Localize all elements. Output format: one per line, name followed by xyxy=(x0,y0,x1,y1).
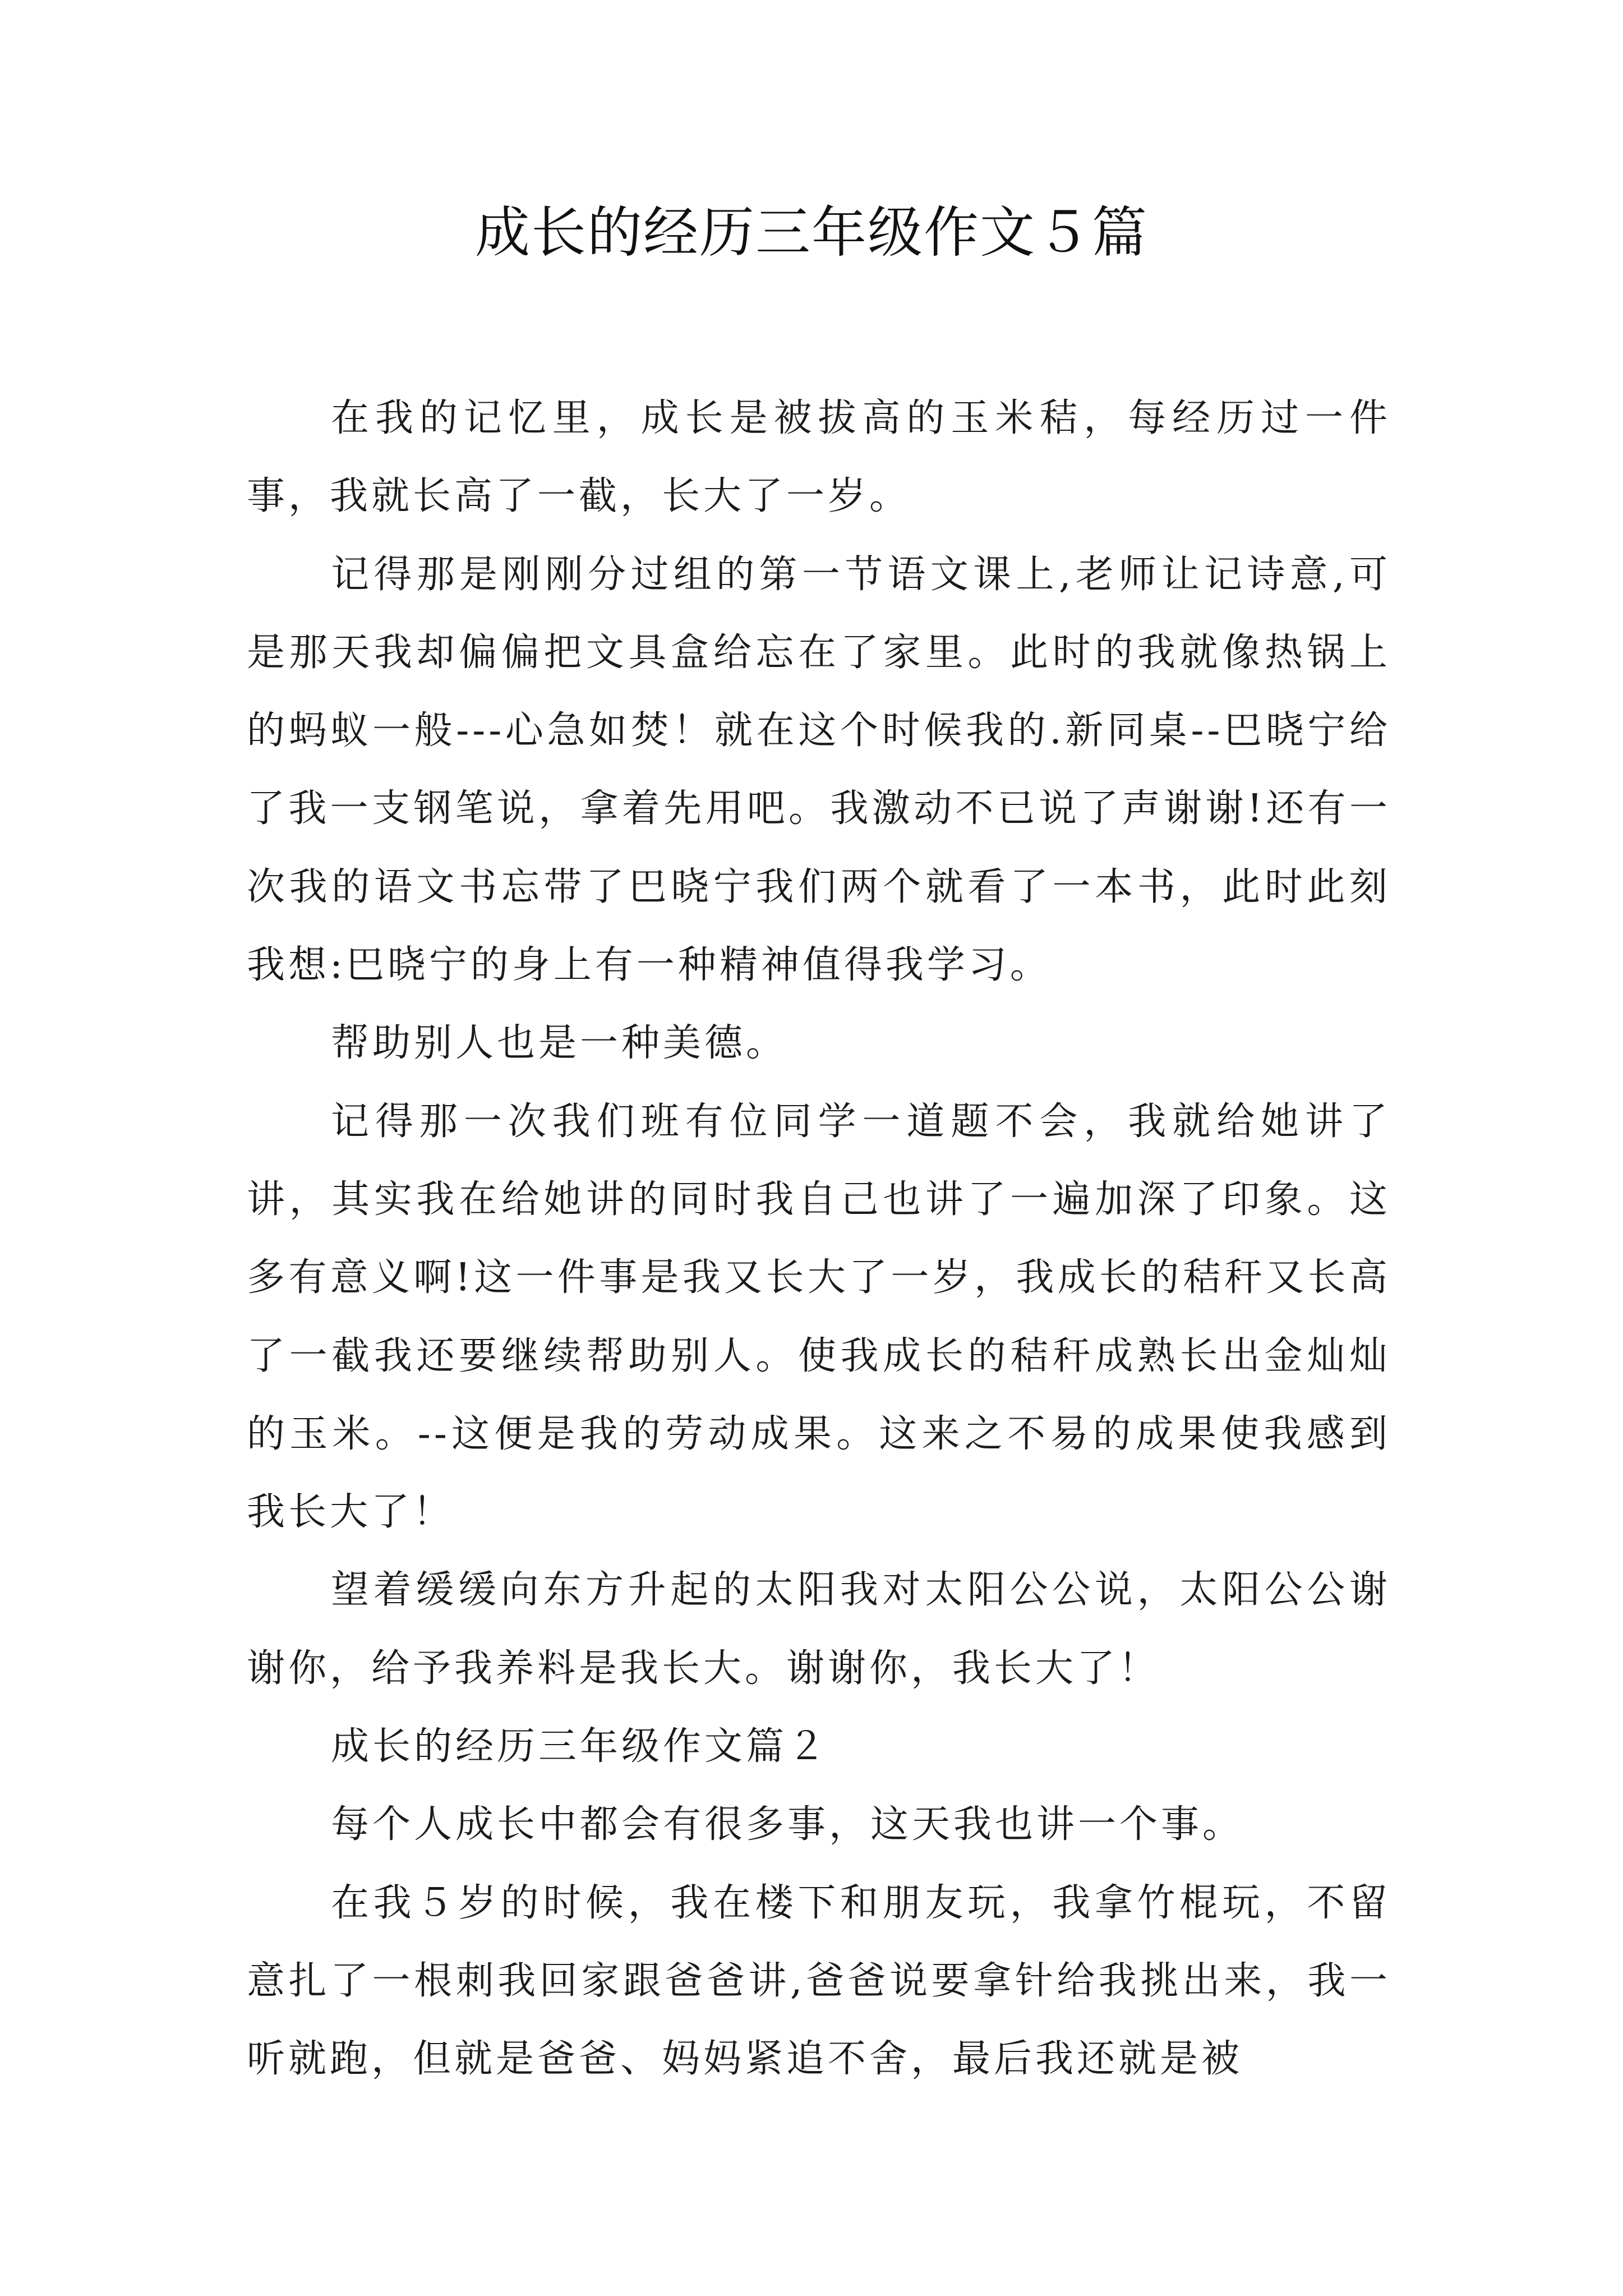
paragraph: 望着缓缓向东方升起的太阳我对太阳公公说，太阳公公谢谢你，给予我养料是我长大。谢谢你，我长大了！ xyxy=(247,1568,1391,1691)
paragraph: 记得那是刚刚分过组的第一节语文课上,老师让记诗意,可是那天我却偏偏把文具盒给忘在了家里。此时的我就像热锅上的蚂蚁一般---心急如焚！就在这个时候我的.新同桌--巴晓宁给了我一支钢笔说，拿着先用吧。我激动不已说了声谢谢!还有一次我的语文书忘带了巴晓宁我们两个就看了一本书，此时此刻我想:巴晓宁的身上有一种精神值得我学习。 xyxy=(247,552,1391,988)
paragraph: 在我的记忆里，成长是被拔高的玉米秸，每经历过一件事，我就长高了一截，长大了一岁。 xyxy=(247,396,1391,519)
paragraph: 记得那一次我们班有位同学一道题不会，我就给她讲了讲，其实我在给她讲的同时我自己也讲了一遍加深了印象。这多有意义啊!这一件事是我又长大了一岁，我成长的秸秆又长高了一截我还要继续帮助别人。使我成长的秸秆成熟长出金灿灿的玉米。--这便是我的劳动成果。这来之不易的成果使我感到我长大了！ xyxy=(247,1099,1391,1535)
document-body xyxy=(247,379,1391,2099)
paragraph: 每个人成长中都会有很多事，这天我也讲一个事。 xyxy=(331,1802,1244,1847)
document-title: 成长的经历三年级作文５篇 xyxy=(474,201,1148,265)
paragraph: 在我５岁的时候，我在楼下和朋友玩，我拿竹棍玩，不留意扎了一根刺我回家跟爸爸讲,爸爸说要拿针给我挑出来，我一听就跑，但就是爸爸、妈妈紧追不舍，最后我还就是被 xyxy=(247,1880,1391,2082)
paragraph: 帮助别人也是一种美德。 xyxy=(331,1021,788,1066)
section-heading: 成长的经历三年级作文篇２ xyxy=(331,1724,829,1769)
